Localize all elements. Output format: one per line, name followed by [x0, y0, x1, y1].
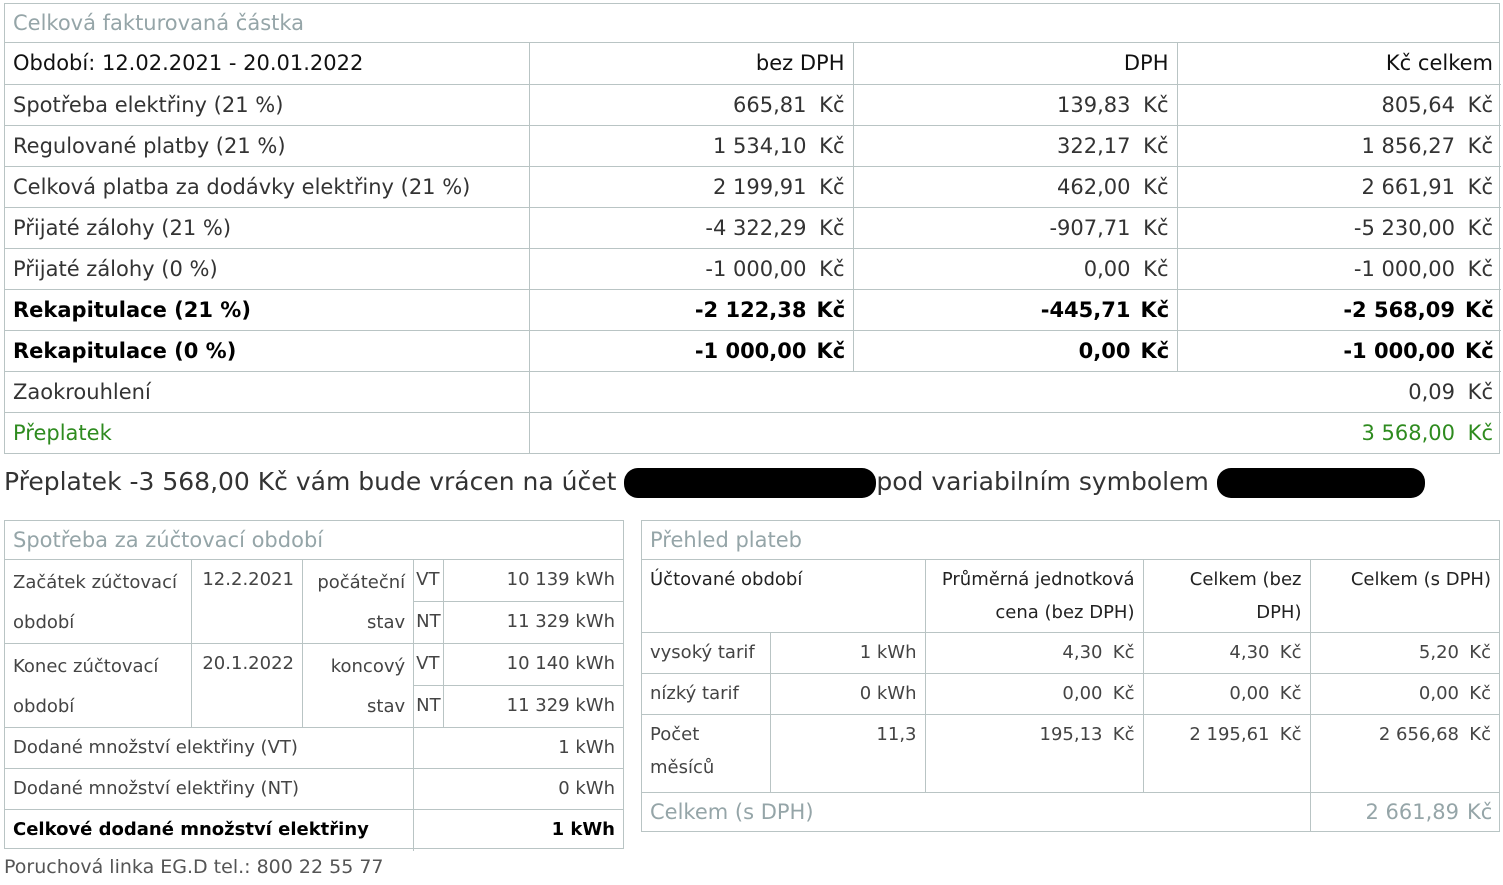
refund-text-2: pod variabilním symbolem — [876, 467, 1209, 496]
table-row — [642, 673, 1499, 714]
col-header-total-vat: Celkem (s DPH) — [1310, 560, 1499, 632]
currency: Kč — [1112, 723, 1135, 745]
currency: Kč — [1467, 92, 1493, 117]
currency: Kč — [1112, 682, 1135, 704]
col-header-bez-dph: bez DPH — [529, 43, 853, 84]
amount: 2 199,91 — [712, 174, 807, 199]
start-state-label: počáteční stav — [302, 560, 413, 644]
currency: Kč — [1143, 256, 1169, 281]
tariff-label: NT — [414, 602, 444, 644]
row-label: Přeplatek — [5, 412, 529, 453]
payments-header-row — [642, 560, 1499, 632]
meter-value: 10 139 kWh — [444, 560, 623, 602]
col-header-dph: DPH — [853, 43, 1177, 84]
tariff-label: VT — [414, 560, 444, 602]
row-label: vysoký tarif — [642, 632, 770, 673]
quantity: 0 kWh — [770, 673, 925, 714]
currency: Kč — [1279, 723, 1302, 745]
row-label: Počet měsíců — [642, 714, 770, 792]
row-label: Dodané množství elektřiny (NT) — [5, 769, 414, 810]
consumption-title: Spotřeba za zúčtovací období — [5, 521, 623, 560]
summary-title: Celková fakturovaná částka — [5, 4, 1499, 43]
currency: Kč — [1140, 338, 1170, 363]
amount: -907,71 — [1049, 215, 1131, 240]
row-label: Rekapitulace (21 %) — [5, 289, 529, 330]
row-label: Celkové dodané množství elektřiny — [5, 810, 414, 851]
row-value: 1 kWh — [414, 728, 623, 769]
footer-hotline: Poruchová linka EG.D tel.: 800 22 55 77 — [4, 856, 384, 878]
currency: Kč — [1467, 256, 1493, 281]
currency: Kč — [1143, 215, 1169, 240]
table-row — [5, 166, 1501, 207]
redacted-account-number — [624, 468, 876, 498]
currency: Kč — [1467, 379, 1493, 404]
table-row — [5, 644, 623, 686]
amount: 462,00 — [1057, 174, 1131, 199]
table-row — [5, 330, 1501, 371]
table-row — [5, 289, 1501, 330]
currency: Kč — [1143, 133, 1169, 158]
currency: Kč — [1467, 799, 1493, 824]
currency: Kč — [819, 174, 845, 199]
end-date: 20.1.2022 — [191, 644, 302, 728]
consumption-table — [5, 560, 623, 851]
currency: Kč — [1143, 92, 1169, 117]
overpayment-row — [5, 412, 1501, 453]
quantity: 11,3 — [770, 714, 925, 792]
amount: 1 856,27 — [1361, 133, 1455, 158]
payments-table — [642, 560, 1499, 831]
row-value: 0 kWh — [414, 769, 623, 810]
row-label: Dodané množství elektřiny (VT) — [5, 728, 414, 769]
amount: 665,81 — [733, 92, 807, 117]
table-row — [5, 84, 1501, 125]
col-header-total: Kč celkem — [1177, 43, 1501, 84]
amount: 2 656,68 — [1378, 723, 1459, 745]
table-row — [5, 207, 1501, 248]
amount: 4,30 — [1229, 641, 1270, 663]
meter-value: 11 329 kWh — [444, 686, 623, 728]
row-label: Celková platba za dodávky elektřiny (21 %) — [5, 166, 529, 207]
consumption-section — [4, 520, 624, 849]
summary-section — [4, 3, 1500, 454]
refund-note — [4, 467, 1425, 498]
amount: 0,00 — [1062, 682, 1103, 704]
currency: Kč — [1465, 338, 1494, 363]
amount: -2 122,38 — [694, 297, 807, 322]
table-row — [5, 560, 623, 602]
row-label: Spotřeba elektřiny (21 %) — [5, 84, 529, 125]
table-row — [5, 769, 623, 810]
amount: -1 000,00 — [1353, 256, 1455, 281]
col-header-period: Účtované období — [642, 560, 925, 632]
amount: 0,00 — [1418, 682, 1459, 704]
amount: 0,00 — [1078, 338, 1131, 363]
table-row — [5, 125, 1501, 166]
tariff-label: NT — [414, 686, 444, 728]
currency: Kč — [1467, 420, 1493, 445]
summary-header-row — [5, 43, 1501, 84]
meter-value: 10 140 kWh — [444, 644, 623, 686]
amount: -4 322,29 — [705, 215, 807, 240]
amount: 322,17 — [1057, 133, 1131, 158]
amount: 1 534,10 — [712, 133, 807, 158]
amount: 5,20 — [1418, 641, 1459, 663]
amount: 0,09 — [1408, 379, 1455, 404]
currency: Kč — [1469, 723, 1491, 745]
currency: Kč — [1467, 133, 1493, 158]
amount: 0,00 — [1083, 256, 1131, 281]
amount: 0,00 — [1229, 682, 1270, 704]
end-period-label: Konec zúčtovací období — [5, 644, 191, 728]
currency: Kč — [1469, 641, 1491, 663]
amount: 2 195,61 — [1189, 723, 1270, 745]
amount: -2 568,09 — [1343, 297, 1455, 322]
currency: Kč — [1467, 215, 1493, 240]
end-state-label: koncový stav — [302, 644, 413, 728]
row-label: Regulované platby (21 %) — [5, 125, 529, 166]
rounding-row — [5, 371, 1501, 412]
amount: 805,64 — [1381, 92, 1455, 117]
summary-table — [5, 43, 1501, 453]
col-header-total-no-vat: Celkem (bez DPH) — [1143, 560, 1310, 632]
meter-value: 11 329 kWh — [444, 602, 623, 644]
currency: Kč — [819, 256, 845, 281]
currency: Kč — [819, 215, 845, 240]
currency: Kč — [1467, 174, 1493, 199]
row-label: Přijaté zálohy (21 %) — [5, 207, 529, 248]
amount: 195,13 — [1039, 723, 1103, 745]
amount: 4,30 — [1062, 641, 1103, 663]
grand-total-label: Celkem (s DPH) — [642, 792, 1310, 831]
table-row — [5, 810, 623, 851]
grand-total-amount: 2 661,89 — [1365, 799, 1459, 824]
currency: Kč — [1279, 682, 1302, 704]
table-row — [5, 728, 623, 769]
refund-text-1: Přeplatek -3 568,00 Kč vám bude vrácen na účet — [4, 467, 617, 496]
amount: -5 230,00 — [1353, 215, 1455, 240]
col-header-unit-price: Průměrná jednotková cena (bez DPH) — [925, 560, 1143, 632]
table-row — [5, 248, 1501, 289]
quantity: 1 kWh — [770, 632, 925, 673]
amount: -1 000,00 — [1343, 338, 1455, 363]
currency: Kč — [819, 133, 845, 158]
currency: Kč — [1469, 682, 1491, 704]
amount: -1 000,00 — [694, 338, 807, 363]
amount: -1 000,00 — [705, 256, 807, 281]
start-period-label: Začátek zúčtovací období — [5, 560, 191, 644]
payments-title: Přehled plateb — [642, 521, 1499, 560]
row-label: Přijaté zálohy (0 %) — [5, 248, 529, 289]
redacted-variable-symbol — [1217, 468, 1425, 498]
row-label: Zaokrouhlení — [5, 371, 529, 412]
table-row — [642, 632, 1499, 673]
table-row — [642, 714, 1499, 792]
amount: 2 661,91 — [1361, 174, 1455, 199]
tariff-label: VT — [414, 644, 444, 686]
currency: Kč — [816, 338, 846, 363]
currency: Kč — [1465, 297, 1494, 322]
amount: -445,71 — [1040, 297, 1131, 322]
amount: 139,83 — [1057, 92, 1131, 117]
row-value: 1 kWh — [414, 810, 623, 851]
currency: Kč — [1140, 297, 1170, 322]
amount: 3 568,00 — [1361, 420, 1455, 445]
start-date: 12.2.2021 — [191, 560, 302, 644]
row-label: Rekapitulace (0 %) — [5, 330, 529, 371]
period-label: Období: 12.02.2021 - 20.01.2022 — [5, 43, 529, 84]
currency: Kč — [1279, 641, 1302, 663]
payments-section — [641, 520, 1500, 832]
currency: Kč — [1143, 174, 1169, 199]
currency: Kč — [1112, 641, 1135, 663]
grand-total-row — [642, 792, 1499, 831]
row-label: nízký tarif — [642, 673, 770, 714]
currency: Kč — [819, 92, 845, 117]
currency: Kč — [816, 297, 846, 322]
